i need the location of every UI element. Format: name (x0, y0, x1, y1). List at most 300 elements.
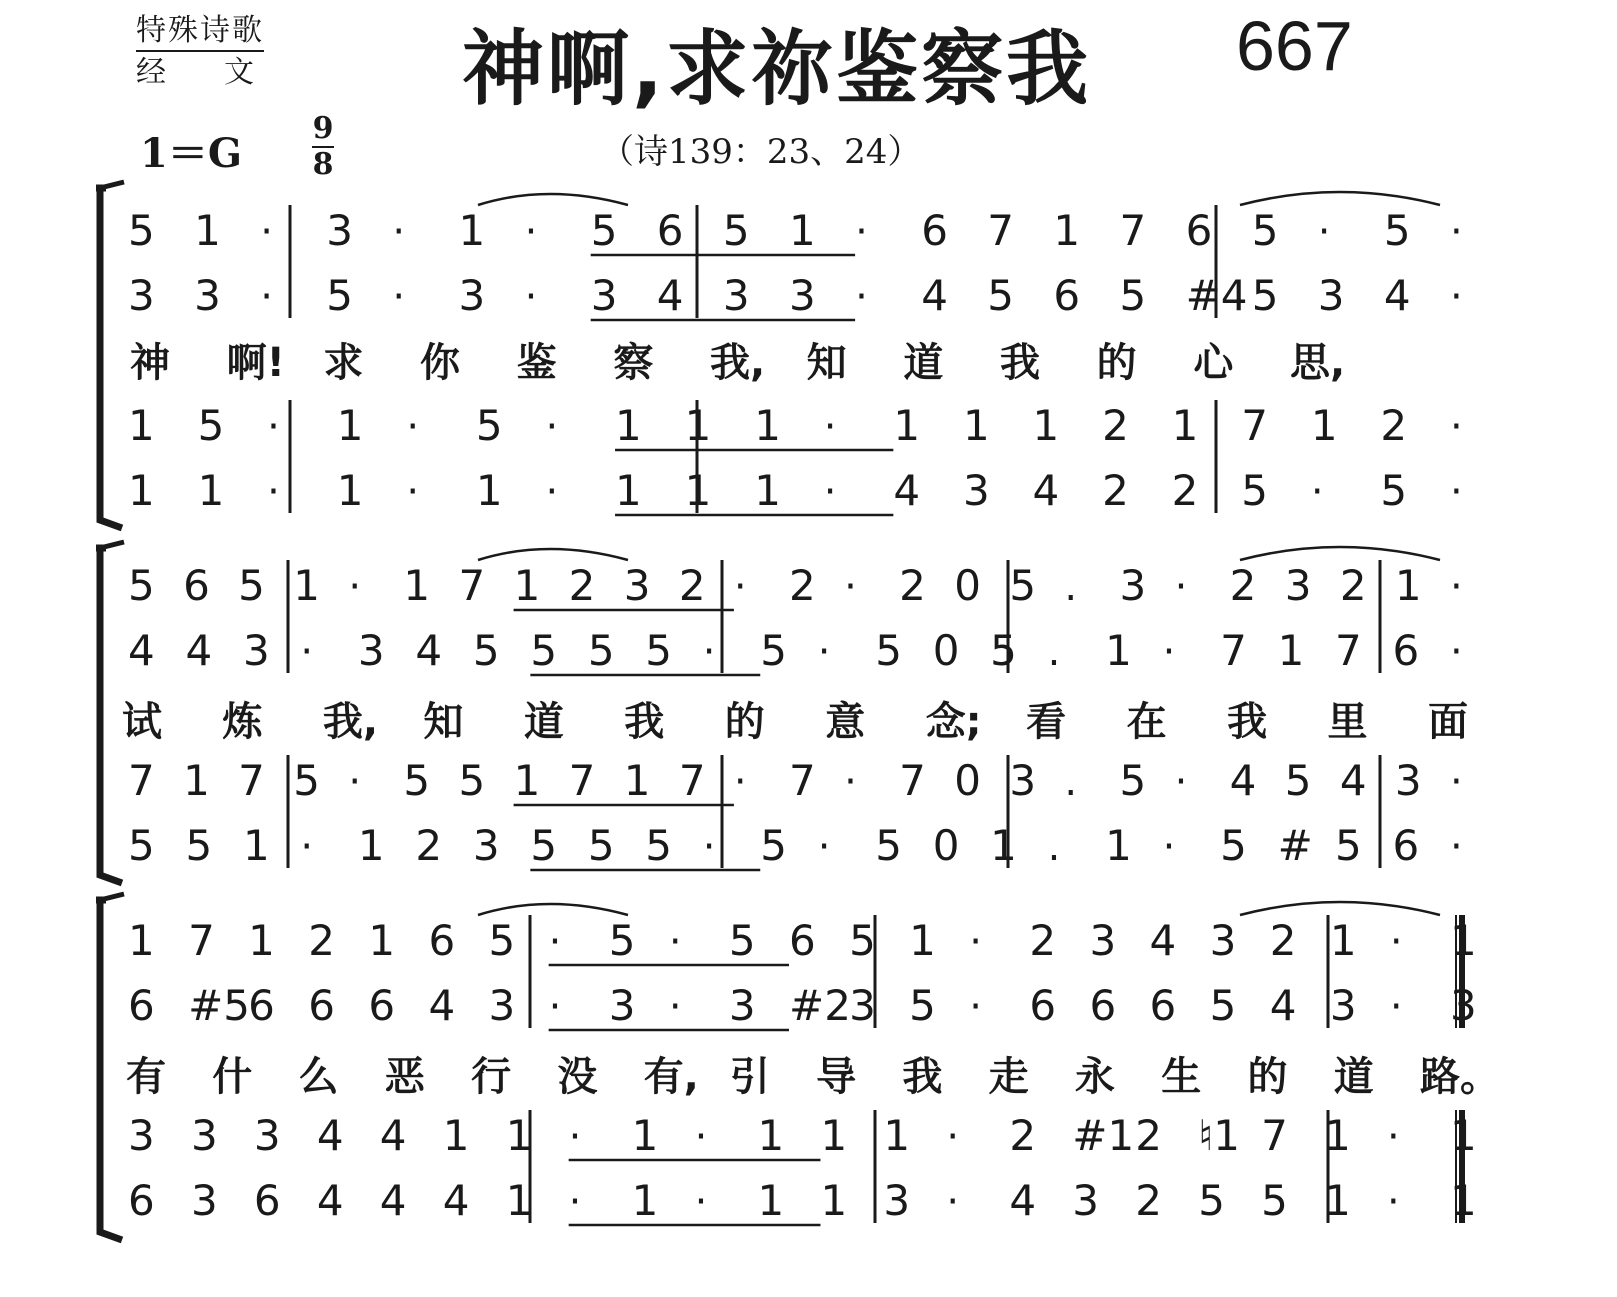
note: 1 (615, 401, 642, 450)
duration-dot: · (406, 404, 420, 450)
duration-dot: · (733, 759, 747, 805)
note: 3 (190, 1176, 218, 1225)
note: #4 (1185, 271, 1248, 320)
system-bracket-hook (100, 894, 124, 900)
note: 1 (1329, 916, 1357, 965)
duration-dot: · (969, 984, 982, 1030)
system-bracket-hook (100, 182, 124, 188)
duration-dot: · (300, 824, 314, 870)
note: 7 (188, 916, 215, 965)
note: 4 (893, 466, 921, 515)
duration-dot: · (823, 404, 837, 450)
duration-dot: · (1450, 824, 1463, 870)
note: 2 (1009, 1111, 1037, 1160)
note: 5 (458, 756, 486, 805)
note: 1 (1105, 626, 1132, 675)
note: 5 (990, 626, 1017, 675)
note: 0 (954, 561, 981, 610)
duration-dot: · (260, 274, 273, 320)
note: 7 (899, 756, 926, 805)
note: 1 (893, 401, 921, 450)
note: 2 (1269, 916, 1297, 965)
note: 7 (238, 756, 265, 805)
note: 6 (428, 916, 456, 965)
note: 1 (1277, 626, 1305, 675)
note: 3 (1284, 561, 1312, 610)
note: 6 (1089, 981, 1117, 1030)
note: 4 (1269, 981, 1297, 1030)
note: 5 (1380, 466, 1408, 515)
duration-dot: · (568, 1179, 582, 1225)
note: 6 (1185, 206, 1213, 255)
note: 4 (921, 271, 948, 320)
duration-dot: · (946, 1179, 960, 1225)
note: 1 (1171, 401, 1199, 450)
note: 4 (428, 981, 456, 1030)
duration-dot: · (1387, 1179, 1400, 1225)
note: 2 (789, 561, 816, 610)
note: 3 (1209, 916, 1237, 965)
duration-dot: · (1162, 629, 1176, 675)
lyric-syllable: 你 (420, 340, 460, 386)
note: 3 (590, 271, 618, 320)
note: 3 (789, 271, 816, 320)
note: 5 (760, 821, 787, 870)
note: 1 (1450, 1176, 1477, 1225)
note: 5 (1251, 206, 1279, 255)
duration-dot: · (694, 1179, 708, 1225)
duration-dot: · (1389, 984, 1403, 1030)
duration-dot: · (1174, 564, 1188, 610)
duration-dot: · (1317, 209, 1331, 255)
lyric-syllable: 里 (1327, 699, 1368, 745)
duration-dot: · (1450, 209, 1463, 255)
duration-dot: · (1310, 469, 1324, 515)
slur (1240, 902, 1440, 915)
lyric-syllable: 道 (1333, 1054, 1374, 1100)
note: 5 (608, 916, 636, 965)
lyric-syllable: 我, (322, 699, 379, 745)
note: 3 (1450, 981, 1477, 1030)
lyric-syllable: 念; (925, 699, 982, 745)
duration-dot: · (548, 984, 562, 1030)
duration-dot: · (702, 629, 716, 675)
note: 6 (789, 916, 816, 965)
duration-dot: · (1450, 404, 1463, 450)
duration-dot: · (300, 629, 314, 675)
note: 5 (760, 626, 787, 675)
note: 2 (568, 561, 596, 610)
duration-dot: · (1450, 564, 1463, 610)
note: 1 (789, 206, 816, 255)
note: #1 (1072, 1111, 1135, 1160)
note: 6 (368, 981, 396, 1030)
lyric-syllable: 没 (557, 1054, 598, 1100)
slur (1240, 192, 1440, 205)
note: 4 (656, 271, 684, 320)
lyric-syllable: 知 (806, 340, 847, 386)
slur (478, 194, 628, 205)
note: 5 (1383, 206, 1411, 255)
note: 5 (1284, 756, 1312, 805)
note: 7 (987, 206, 1015, 255)
lyric-syllable: 恶 (384, 1054, 425, 1100)
note: 0 (954, 756, 981, 805)
lyric-syllable: 路。 (1420, 1054, 1500, 1100)
note: 3 (962, 466, 990, 515)
note: 3 (357, 626, 385, 675)
note: 1 (909, 916, 936, 965)
lyric-syllable: 的 (1096, 340, 1137, 386)
note: 1 (336, 466, 364, 515)
note: 4 (379, 1176, 407, 1225)
note: 3 (472, 821, 500, 870)
lyric-syllable: 面 (1428, 699, 1468, 745)
duration-dot: · (348, 759, 362, 805)
duration-dot: · (545, 469, 559, 515)
lyric-syllable: 导 (816, 1054, 857, 1100)
note: 2 (1135, 1176, 1162, 1225)
note: 1 (757, 1176, 785, 1225)
note: 6 (1392, 626, 1420, 675)
note: 5 (1220, 821, 1247, 870)
note: 1 (623, 756, 651, 805)
duration-dot: . (1047, 824, 1061, 870)
note: 1 (757, 1111, 785, 1160)
duration-dot: · (392, 274, 406, 320)
note: 1 (820, 1176, 848, 1225)
note: 4 (1229, 756, 1257, 805)
note: 4 (379, 1111, 407, 1160)
note: 1 (513, 756, 541, 805)
lyric-syllable: 知 (423, 699, 464, 745)
duration-dot: · (1389, 919, 1403, 965)
note: 1 (128, 401, 155, 450)
note: 7 (678, 756, 706, 805)
lyric-syllable: 有 (126, 1054, 166, 1100)
note: 5 (722, 206, 750, 255)
note: 3 (190, 1111, 218, 1160)
lyric-syllable: 察 (613, 340, 654, 386)
note: 5 (987, 271, 1015, 320)
category-label: 特殊诗歌 (136, 14, 264, 52)
duration-dot: . (1064, 564, 1078, 610)
lyric-syllable: 试 (122, 699, 162, 745)
note: 3 (128, 271, 155, 320)
duration-dot: · (733, 564, 747, 610)
note: 1 (883, 1111, 911, 1160)
note: 1 (458, 206, 486, 255)
lyric-syllable: 心 (1193, 340, 1234, 386)
note: 2 (1339, 561, 1367, 610)
note: 3 (623, 561, 651, 610)
note: 2 (1029, 916, 1057, 965)
note: 5 (1251, 271, 1279, 320)
note: 3 (1072, 1176, 1100, 1225)
system-bracket (96, 188, 122, 528)
note: 1 (962, 401, 990, 450)
note: 5 (472, 626, 500, 675)
system-bracket-hook (100, 542, 124, 548)
duration-dot: · (668, 984, 682, 1030)
duration-dot: · (855, 274, 868, 320)
note: 1 (128, 466, 155, 515)
note: 5 (128, 821, 155, 870)
note: 5 (1119, 271, 1147, 320)
note: 1 (242, 821, 270, 870)
note: 5 (128, 561, 155, 610)
note: 5 (1241, 466, 1268, 515)
note: 5 (128, 206, 155, 255)
note: 6 (921, 206, 948, 255)
note: 3 (608, 981, 636, 1030)
duration-dot: · (1174, 759, 1188, 805)
lyric-syllable: 道 (523, 699, 564, 745)
note: 7 (1335, 626, 1362, 675)
note: 2 (1380, 401, 1408, 450)
note: #5 (188, 981, 251, 1030)
key-signature: 1＝G (140, 130, 242, 177)
note: 1 (1032, 401, 1060, 450)
note: 7 (568, 756, 596, 805)
time-signature-top: 9 (312, 111, 334, 146)
note: 1 (368, 916, 396, 965)
lyric-syllable: 我, (710, 340, 766, 386)
note: 4 (316, 1111, 344, 1160)
duration-dot: · (267, 469, 280, 515)
note: 3 (849, 981, 876, 1030)
lyric-syllable: 我 (1000, 340, 1040, 386)
duration-dot: · (702, 824, 716, 870)
note: 5 (293, 756, 320, 805)
note: 5 (1198, 1176, 1225, 1225)
note: 3 (1119, 561, 1147, 610)
note: 5 (530, 626, 558, 675)
note: 1 (684, 401, 712, 450)
slur (478, 549, 628, 560)
note: 3 (326, 206, 354, 255)
lyric-syllable: 生 (1161, 1054, 1202, 1100)
note: 1 (631, 1176, 659, 1225)
note: 5 (909, 981, 936, 1030)
note: 5 (645, 821, 673, 870)
duration-dot: · (1387, 1114, 1400, 1160)
note: 5 (587, 821, 615, 870)
hymn-title: 神啊,求祢鉴察我 (462, 22, 1092, 117)
note: 6 (1053, 271, 1081, 320)
note: 3 (1317, 271, 1345, 320)
note: 2 (1171, 466, 1199, 515)
note: 2 (308, 916, 336, 965)
note: 1 (505, 1111, 533, 1160)
lyric-syllable: 我 (902, 1054, 943, 1100)
scripture-reference: （诗139：23、24） (600, 132, 922, 172)
note: 1 (293, 561, 320, 610)
note: 2 (1229, 561, 1257, 610)
note: 6 (1149, 981, 1177, 1030)
note: 3 (458, 271, 486, 320)
note: 5 (1119, 756, 1147, 805)
note: 3 (1394, 756, 1422, 805)
duration-dot: · (392, 209, 406, 255)
lyric-syllable: 炼 (222, 699, 263, 745)
note: 1 (197, 466, 225, 515)
note: 7 (789, 756, 816, 805)
note: 1 (1450, 1111, 1477, 1160)
note: 5 (197, 401, 225, 450)
note: 4 (1339, 756, 1367, 805)
note: 4 (442, 1176, 470, 1225)
note: 3 (1089, 916, 1117, 965)
note: 1 (403, 561, 431, 610)
note: 1 (820, 1111, 848, 1160)
note: 2 (678, 561, 706, 610)
lyric-syllable: 意 (825, 699, 866, 745)
note: 1 (1053, 206, 1081, 255)
note: 1 (505, 1176, 533, 1225)
duration-dot: · (694, 1114, 708, 1160)
note: 5 (185, 821, 213, 870)
note: 4 (185, 626, 213, 675)
lyric-syllable: 我 (624, 699, 665, 745)
note: 1 (442, 1111, 470, 1160)
duration-dot: · (1450, 469, 1463, 515)
duration-dot: · (548, 919, 562, 965)
note: 5 (590, 206, 618, 255)
note: 5 (875, 821, 902, 870)
lyric-syllable: 有, (643, 1054, 699, 1100)
note: 1 (128, 916, 155, 965)
lyric-syllable: 的 (1247, 1054, 1288, 1100)
note: 5 (645, 626, 673, 675)
note: 5 (488, 916, 516, 965)
note: 5 (728, 916, 756, 965)
note: 5 (587, 626, 615, 675)
note: 3 (883, 1176, 911, 1225)
duration-dot: · (260, 209, 273, 255)
duration-dot: . (1064, 759, 1078, 805)
note: 7 (1119, 206, 1147, 255)
note: 1 (475, 466, 503, 515)
note: 4 (1032, 466, 1060, 515)
note: 3 (253, 1111, 281, 1160)
note: 2 (1102, 466, 1129, 515)
duration-dot: · (969, 919, 982, 965)
note: 1 (754, 466, 781, 515)
category-sublabel: 经文 (136, 55, 312, 90)
note: 5 (1335, 821, 1362, 870)
note: 1 (1310, 401, 1338, 450)
note: 7 (1261, 1111, 1288, 1160)
note: 3 (722, 271, 750, 320)
note: 0 (932, 626, 960, 675)
note: 5 (875, 626, 902, 675)
duration-dot: · (568, 1114, 582, 1160)
note: 5 (1209, 981, 1237, 1030)
note: 5 (849, 916, 876, 965)
note: 6 (253, 1176, 281, 1225)
lyric-syllable: 道 (903, 340, 944, 386)
note: 2 (415, 821, 443, 870)
note: 3 (1009, 756, 1037, 805)
lyric-syllable: 什 (212, 1054, 253, 1100)
note: 1 (357, 821, 385, 870)
lyric-syllable: 引 (729, 1054, 770, 1100)
slur (1240, 547, 1440, 560)
note: 0 (932, 821, 960, 870)
note: ♮1 (1198, 1111, 1240, 1160)
note: 1 (1105, 821, 1132, 870)
hymn-number: 667 (1236, 7, 1353, 85)
note: 4 (415, 626, 443, 675)
lyric-syllable: 看 (1026, 699, 1067, 745)
note: 7 (128, 756, 155, 805)
note: 7 (1220, 626, 1247, 675)
note: 1 (336, 401, 364, 450)
duration-dot: · (823, 469, 837, 515)
note: 4 (1383, 271, 1411, 320)
note: 5 (1261, 1176, 1288, 1225)
lyric-syllable: 神 (130, 340, 170, 386)
note: 3 (194, 271, 221, 320)
note: 1 (513, 561, 541, 610)
note: 1 (990, 821, 1017, 870)
note: 5 (475, 401, 503, 450)
duration-dot: · (1450, 274, 1463, 320)
duration-dot: · (946, 1114, 960, 1160)
note: 1 (248, 916, 275, 965)
note: 3 (728, 981, 756, 1030)
note: 6 (128, 1176, 155, 1225)
time-signature-bottom: 8 (312, 147, 334, 182)
note: 5 (326, 271, 354, 320)
note: 5 (403, 756, 431, 805)
note: 4 (128, 626, 155, 675)
duration-dot: · (267, 404, 280, 450)
note: 6 (656, 206, 684, 255)
system-bracket (96, 900, 122, 1240)
lyric-syllable: 思, (1290, 340, 1346, 386)
note: 2 (899, 561, 926, 610)
note: 1 (1394, 561, 1422, 610)
duration-dot: · (844, 759, 857, 805)
lyric-syllable: 的 (724, 699, 765, 745)
note: #2 (789, 981, 851, 1030)
slur (478, 904, 628, 915)
note: 1 (754, 401, 781, 450)
lyric-syllable: 走 (988, 1054, 1029, 1100)
lyric-syllable: 啊! (226, 340, 285, 386)
duration-dot: · (1450, 629, 1463, 675)
note: 2 (1102, 401, 1129, 450)
note: 6 (1029, 981, 1057, 1030)
note: 1 (684, 466, 712, 515)
note: 6 (1392, 821, 1420, 870)
lyric-syllable: 我 (1227, 699, 1268, 745)
note: 6 (128, 981, 155, 1030)
lyric-syllable: 鉴 (516, 340, 557, 386)
note: 4 (1149, 916, 1177, 965)
note: 1 (631, 1111, 659, 1160)
note: 6 (248, 981, 275, 1030)
duration-dot: . (1047, 629, 1061, 675)
duration-dot: · (406, 469, 420, 515)
note: 7 (1241, 401, 1268, 450)
note: 4 (1009, 1176, 1037, 1225)
lyric-syllable: 求 (323, 340, 364, 386)
duration-dot: · (348, 564, 362, 610)
note: 5 (1009, 561, 1037, 610)
